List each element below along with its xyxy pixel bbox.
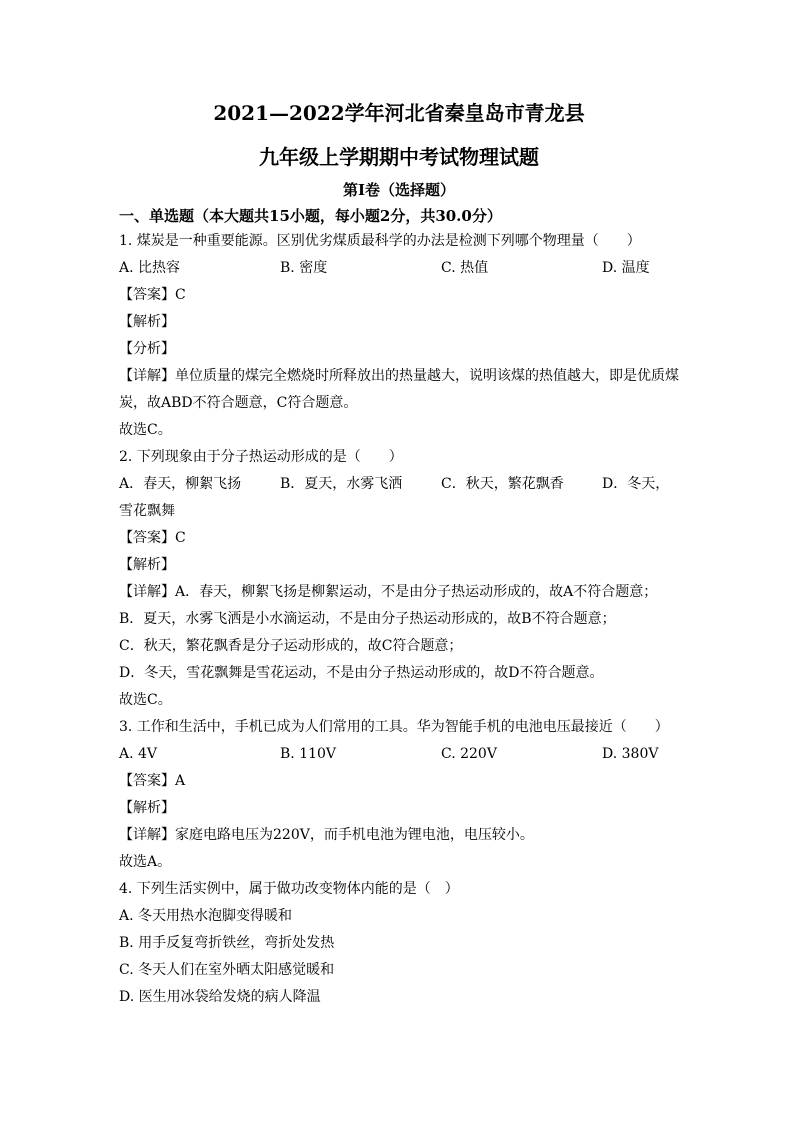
q4-option-b: B. 用手反复弯折铁丝，弯折处发热 [119,935,335,951]
q1-option-c: C. 热值 [441,260,489,276]
question-4-stem: 4. 下列生活实例中，属于做功改变物体内能的是（ ） [119,881,459,897]
q3-detail: 【详解】家庭电路电压为220V，而手机电池为锂电池，电压较小。 [119,827,534,843]
q3-option-b: B. 110V [280,746,337,762]
q3-answer: 【答案】A [119,773,186,789]
exam-title-line1: 2021—2022学年河北省秦皇岛市青龙县 [213,101,585,125]
q1-option-a: A. 比热容 [119,260,181,276]
q2-answer: 【答案】C [119,530,186,546]
q2-option-c: C．秋天，繁花飘香 [441,476,564,492]
question-3-options [119,741,679,768]
q2-option-a: A．春天，柳絮飞扬 [119,476,242,492]
q1-detail: 【详解】单位质量的煤完全燃烧时所释放出的热量越大，说明该煤的热值越大，即是优质煤炭，故ABD不符合题意，C符合题意。 [119,368,679,411]
q1-analysis-label: 【解析】 [119,314,175,330]
q1-option-b: B. 密度 [280,260,328,276]
section-heading: 一、单选题（本大题共15小题，每小题2分，共30.0分） [119,207,502,225]
question-1 [119,228,679,444]
volume-heading: 第I卷（选择题） [342,181,456,199]
question-2 [119,444,679,714]
q1-option-d: D. 温度 [602,260,650,276]
q2-analysis-label: 【解析】 [119,557,175,573]
q1-fenxi-label: 【分析】 [119,341,175,357]
q3-option-a: A. 4V [119,746,158,762]
q4-option-a: A. 冬天用热水泡脚变得暖和 [119,908,293,924]
question-1-stem: 1. 煤炭是一种重要能源。区别优劣煤质最科学的办法是检测下列哪个物理量（ ） [119,233,641,249]
q3-option-c: C. 220V [441,746,497,762]
question-3 [119,714,679,876]
question-1-options [119,255,679,282]
page-content [119,96,679,1011]
q3-analysis-label: 【解析】 [119,800,175,816]
q3-option-d: D. 380V [602,746,659,762]
q4-option-c: C. 冬天人们在室外晒太阳感觉暖和 [119,962,335,978]
q4-option-d: D. 医生用冰袋给发烧的病人降温 [119,989,321,1005]
q3-conclusion: 故选A。 [119,854,172,870]
question-2-options [119,471,679,498]
q2-option-b: B．夏天，水雾飞洒 [280,476,403,492]
question-2-stem: 2. 下列现象由于分子热运动形成的是（ ） [119,449,403,465]
question-4 [119,876,679,1011]
q2-option-d-continued: 雪花飘舞 [119,503,175,519]
q2-detail-c: C．秋天，繁花飘香是分子运动形成的，故C符合题意； [119,638,463,654]
q1-conclusion: 故选C。 [119,422,172,438]
q2-option-d: D．冬天， [602,476,670,492]
q2-detail-d: D．冬天，雪花飘舞是雪花运动，不是由分子热运动形成的，故D不符合题意。 [119,665,604,681]
q2-detail-a: 【详解】A．春天，柳絮飞扬是柳絮运动，不是由分子热运动形成的，故A不符合题意； [119,584,658,600]
question-3-stem: 3. 工作和生活中，手机已成为人们常用的工具。华为智能手机的电池电压最接近（ ） [119,719,669,735]
exam-title-line2: 九年级上学期期中考试物理试题 [259,145,539,169]
q2-detail-b: B．夏天，水雾飞洒是小水滴运动，不是由分子热运动形成的，故B不符合题意； [119,611,616,627]
q2-conclusion: 故选C。 [119,692,172,708]
q1-answer: 【答案】C [119,287,186,303]
